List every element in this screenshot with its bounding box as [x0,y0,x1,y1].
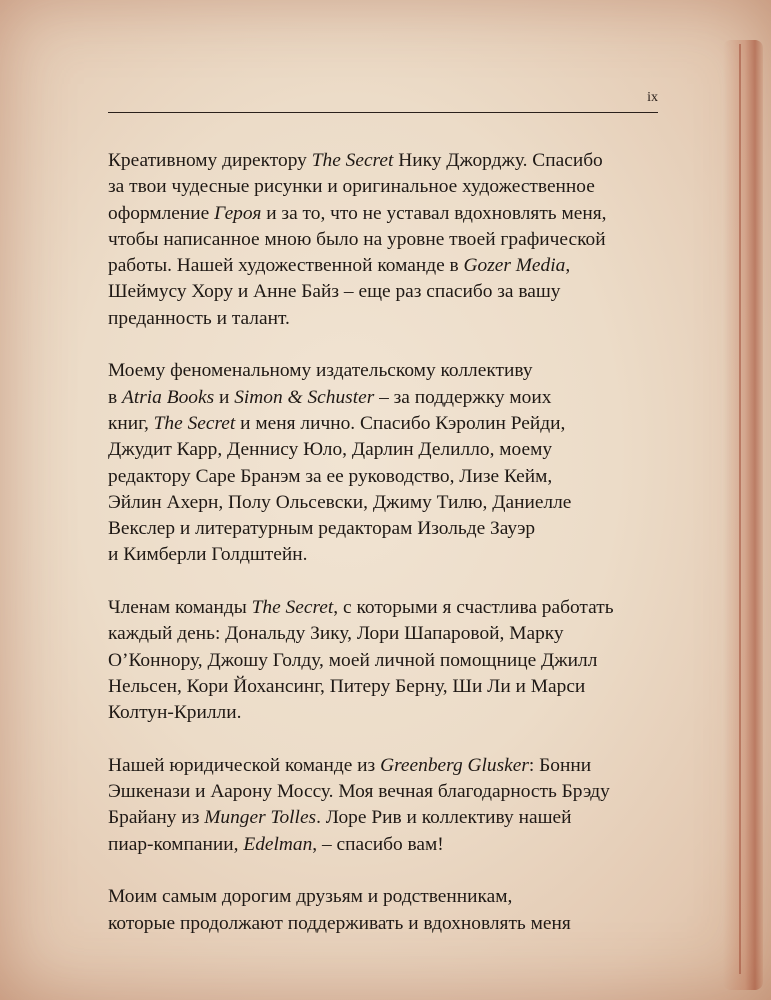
italic-title: The Secret [153,412,236,434]
paragraph [108,148,668,332]
text-run: Шеймусу Хору и Анне Байз – еще раз спасибо за вашу [108,281,561,303]
text-run: Эшкенази и Аарону Моссу. Моя вечная благодарность Брэду [108,781,610,803]
text-line [108,174,668,200]
text-run: : Бонни [528,754,592,776]
text-run: Эйлин Ахерн, Полу Ольсевски, Джиму Тилю, Даниелле [108,491,572,513]
text-line [108,621,668,647]
text-line [108,385,668,411]
text-run: в [108,386,123,408]
text-run: и [214,386,235,408]
text-line [108,358,668,384]
text-run: и за то, что не уставал вдохновлять меня, [261,202,607,224]
text-run: преданность и талант. [108,307,290,329]
text-run: за твои чудесные рисунки и оригинальное художественное [108,176,595,198]
italic-title: Munger Tolles [204,807,317,829]
text-run: и меня лично. Спасибо Кэролин Рейди, [235,412,566,434]
page-number: ix [647,90,658,105]
text-line [108,911,668,937]
text-line [108,464,668,490]
text-line [108,227,668,253]
text-line [108,805,668,831]
text-run: редактору Саре Бранэм за ее руководство, Лизе Кейм, [108,465,553,487]
header-rule [108,112,658,113]
text-line [108,201,668,227]
text-line [108,595,668,621]
text-run: пиар-компании, [108,833,244,855]
text-run: Нельсен, Кори Йохансинг, Питеру Берну, Ши Ли и Марси [108,675,586,697]
text-run: оформление [108,202,215,224]
text-run: , [565,255,571,277]
text-run: Нику Джорджу. Спасибо [393,150,603,171]
paragraph [108,753,668,858]
text-run: Колтун-Крилли. [108,702,242,724]
italic-title: Героя [214,202,262,224]
italic-title: The Secret [311,150,394,171]
italic-title: Simon & Schuster [234,386,375,408]
text-line [108,648,668,674]
text-line [108,253,668,279]
text-line [108,437,668,463]
text-run: – за поддержку моих [374,386,552,408]
text-run: . Лоре Рив и коллективу нашей [316,807,572,829]
italic-title: Gozer Media [463,255,566,277]
text-run: чтобы написанное мною было на уровне твоей графической [108,228,606,250]
text-run: Креативному директору [108,150,312,171]
page-edge-line [739,44,741,974]
text-line [108,779,668,805]
italic-title: Atria Books [122,386,215,408]
page-edge-decoration [723,40,763,990]
text-run: которые продолжают поддерживать и вдохновлять меня [108,912,571,934]
text-run: каждый день: Дональду Зику, Лори Шапаровой, Марку [108,623,564,645]
text-line [108,148,668,174]
italic-title: Edelman [243,833,313,855]
text-line [108,542,668,568]
text-run: Моим самым дорогим друзьям и родственникам, [108,886,513,908]
italic-title: Greenberg Glusker [380,754,529,776]
text-line [108,490,668,516]
paragraph [108,884,668,937]
text-run: , с которыми я счастлива работать [333,597,614,619]
text-line [108,700,668,726]
text-run: Членам команды [108,597,252,619]
text-run: Джудит Карр, Деннису Юло, Дарлин Делилло, моему [108,439,553,461]
text-line [108,516,668,542]
text-run: Нашей юридической команде из [108,754,381,776]
text-run: книг, [108,412,154,434]
paragraph [108,358,668,568]
text-line [108,306,668,332]
text-run: и Кимберли Голдштейн. [108,544,308,566]
text-line [108,884,668,910]
text-run: Моему феноменальному издательскому коллективу [108,360,533,382]
text-run: , – спасибо вам! [312,833,444,855]
text-run: работы. Нашей художественной команде в [108,255,464,277]
text-run: Векслер и литературным редакторам Изольде Зауэр [108,518,536,540]
text-run: Брайану из [108,807,205,829]
body-text [108,148,668,963]
text-line [108,753,668,779]
italic-title: The Secret [251,597,334,619]
text-run: О’Коннору, Джошу Голду, моей личной помощнице Джилл [108,649,598,671]
text-line [108,832,668,858]
paragraph [108,595,668,726]
text-line [108,279,668,305]
text-line [108,411,668,437]
text-line [108,674,668,700]
